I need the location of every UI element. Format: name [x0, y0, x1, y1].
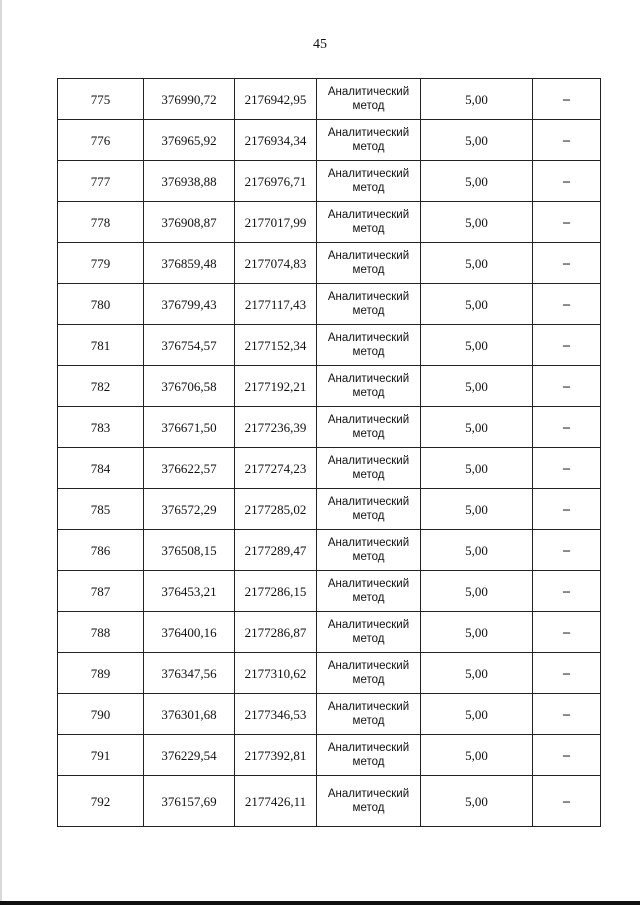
point-number-cell: 782: [58, 366, 144, 407]
y-coordinate-cell: 2177152,34: [235, 325, 317, 366]
table-row: [58, 530, 601, 571]
note-cell: –: [533, 161, 601, 202]
method-cell: Аналитический метод: [317, 407, 421, 448]
note-cell: –: [533, 653, 601, 694]
table-row: [58, 79, 601, 120]
y-coordinate-cell: 2176976,71: [235, 161, 317, 202]
table-row: [58, 776, 601, 827]
note-cell: –: [533, 612, 601, 653]
accuracy-cell: 5,00: [421, 448, 533, 489]
point-number-cell: 777: [58, 161, 144, 202]
accuracy-cell: 5,00: [421, 366, 533, 407]
accuracy-cell: 5,00: [421, 325, 533, 366]
point-number-cell: 792: [58, 776, 144, 827]
accuracy-cell: 5,00: [421, 735, 533, 776]
table-row: [58, 366, 601, 407]
table-row: [58, 284, 601, 325]
accuracy-cell: 5,00: [421, 120, 533, 161]
method-cell: Аналитический метод: [317, 694, 421, 735]
method-cell: Аналитический метод: [317, 366, 421, 407]
method-cell: Аналитический метод: [317, 776, 421, 827]
accuracy-cell: 5,00: [421, 79, 533, 120]
x-coordinate-cell: 376229,54: [144, 735, 235, 776]
table-row: [58, 243, 601, 284]
note-cell: –: [533, 202, 601, 243]
note-cell: –: [533, 325, 601, 366]
table-row: [58, 325, 601, 366]
accuracy-cell: 5,00: [421, 243, 533, 284]
table-row: [58, 120, 601, 161]
accuracy-cell: 5,00: [421, 161, 533, 202]
y-coordinate-cell: 2177286,15: [235, 571, 317, 612]
x-coordinate-cell: 376706,58: [144, 366, 235, 407]
method-cell: Аналитический метод: [317, 243, 421, 284]
method-cell: Аналитический метод: [317, 161, 421, 202]
accuracy-cell: 5,00: [421, 653, 533, 694]
scan-left-edge: [0, 0, 2, 905]
accuracy-cell: 5,00: [421, 776, 533, 827]
y-coordinate-cell: 2177310,62: [235, 653, 317, 694]
note-cell: –: [533, 120, 601, 161]
page-number: 45: [313, 37, 327, 52]
method-cell: Аналитический метод: [317, 571, 421, 612]
point-number-cell: 790: [58, 694, 144, 735]
x-coordinate-cell: 376508,15: [144, 530, 235, 571]
note-cell: –: [533, 571, 601, 612]
table-row: [58, 161, 601, 202]
method-cell: Аналитический метод: [317, 530, 421, 571]
note-cell: –: [533, 243, 601, 284]
table-row: [58, 735, 601, 776]
x-coordinate-cell: 376301,68: [144, 694, 235, 735]
accuracy-cell: 5,00: [421, 571, 533, 612]
point-number-cell: 789: [58, 653, 144, 694]
point-number-cell: 783: [58, 407, 144, 448]
x-coordinate-cell: 376157,69: [144, 776, 235, 827]
y-coordinate-cell: 2177285,02: [235, 489, 317, 530]
y-coordinate-cell: 2177117,43: [235, 284, 317, 325]
method-cell: Аналитический метод: [317, 612, 421, 653]
point-number-cell: 780: [58, 284, 144, 325]
x-coordinate-cell: 376965,92: [144, 120, 235, 161]
point-number-cell: 781: [58, 325, 144, 366]
accuracy-cell: 5,00: [421, 694, 533, 735]
table-row: [58, 202, 601, 243]
note-cell: –: [533, 448, 601, 489]
note-cell: –: [533, 530, 601, 571]
point-number-cell: 784: [58, 448, 144, 489]
point-number-cell: 791: [58, 735, 144, 776]
y-coordinate-cell: 2176942,95: [235, 79, 317, 120]
table-row: [58, 571, 601, 612]
y-coordinate-cell: 2177289,47: [235, 530, 317, 571]
point-number-cell: 788: [58, 612, 144, 653]
y-coordinate-cell: 2177426,11: [235, 776, 317, 827]
y-coordinate-cell: 2177286,87: [235, 612, 317, 653]
y-coordinate-cell: 2177192,21: [235, 366, 317, 407]
y-coordinate-cell: 2177017,99: [235, 202, 317, 243]
table-row: [58, 653, 601, 694]
point-number-cell: 776: [58, 120, 144, 161]
note-cell: –: [533, 735, 601, 776]
x-coordinate-cell: 376347,56: [144, 653, 235, 694]
x-coordinate-cell: 376908,87: [144, 202, 235, 243]
y-coordinate-cell: 2177236,39: [235, 407, 317, 448]
x-coordinate-cell: 376859,48: [144, 243, 235, 284]
method-cell: Аналитический метод: [317, 79, 421, 120]
y-coordinate-cell: 2176934,34: [235, 120, 317, 161]
x-coordinate-cell: 376453,21: [144, 571, 235, 612]
note-cell: –: [533, 284, 601, 325]
x-coordinate-cell: 376754,57: [144, 325, 235, 366]
accuracy-cell: 5,00: [421, 530, 533, 571]
accuracy-cell: 5,00: [421, 407, 533, 448]
x-coordinate-cell: 376572,29: [144, 489, 235, 530]
accuracy-cell: 5,00: [421, 489, 533, 530]
method-cell: Аналитический метод: [317, 653, 421, 694]
point-number-cell: 785: [58, 489, 144, 530]
point-number-cell: 779: [58, 243, 144, 284]
method-cell: Аналитический метод: [317, 202, 421, 243]
x-coordinate-cell: 376400,16: [144, 612, 235, 653]
accuracy-cell: 5,00: [421, 612, 533, 653]
method-cell: Аналитический метод: [317, 735, 421, 776]
note-cell: –: [533, 407, 601, 448]
coordinates-table-body: [58, 79, 601, 827]
note-cell: –: [533, 694, 601, 735]
table-row: [58, 407, 601, 448]
point-number-cell: 778: [58, 202, 144, 243]
table-row: [58, 694, 601, 735]
x-coordinate-cell: 376799,43: [144, 284, 235, 325]
note-cell: –: [533, 366, 601, 407]
point-number-cell: 787: [58, 571, 144, 612]
method-cell: Аналитический метод: [317, 325, 421, 366]
y-coordinate-cell: 2177074,83: [235, 243, 317, 284]
x-coordinate-cell: 376622,57: [144, 448, 235, 489]
point-number-cell: 786: [58, 530, 144, 571]
x-coordinate-cell: 376990,72: [144, 79, 235, 120]
x-coordinate-cell: 376671,50: [144, 407, 235, 448]
scan-bottom-edge: [0, 901, 640, 905]
note-cell: –: [533, 776, 601, 827]
accuracy-cell: 5,00: [421, 284, 533, 325]
y-coordinate-cell: 2177346,53: [235, 694, 317, 735]
y-coordinate-cell: 2177392,81: [235, 735, 317, 776]
method-cell: Аналитический метод: [317, 448, 421, 489]
table-row: [58, 489, 601, 530]
point-number-cell: 775: [58, 79, 144, 120]
coordinates-table: [57, 78, 601, 827]
method-cell: Аналитический метод: [317, 120, 421, 161]
table-row: [58, 612, 601, 653]
note-cell: –: [533, 489, 601, 530]
method-cell: Аналитический метод: [317, 284, 421, 325]
method-cell: Аналитический метод: [317, 489, 421, 530]
accuracy-cell: 5,00: [421, 202, 533, 243]
note-cell: –: [533, 79, 601, 120]
table-row: [58, 448, 601, 489]
x-coordinate-cell: 376938,88: [144, 161, 235, 202]
y-coordinate-cell: 2177274,23: [235, 448, 317, 489]
